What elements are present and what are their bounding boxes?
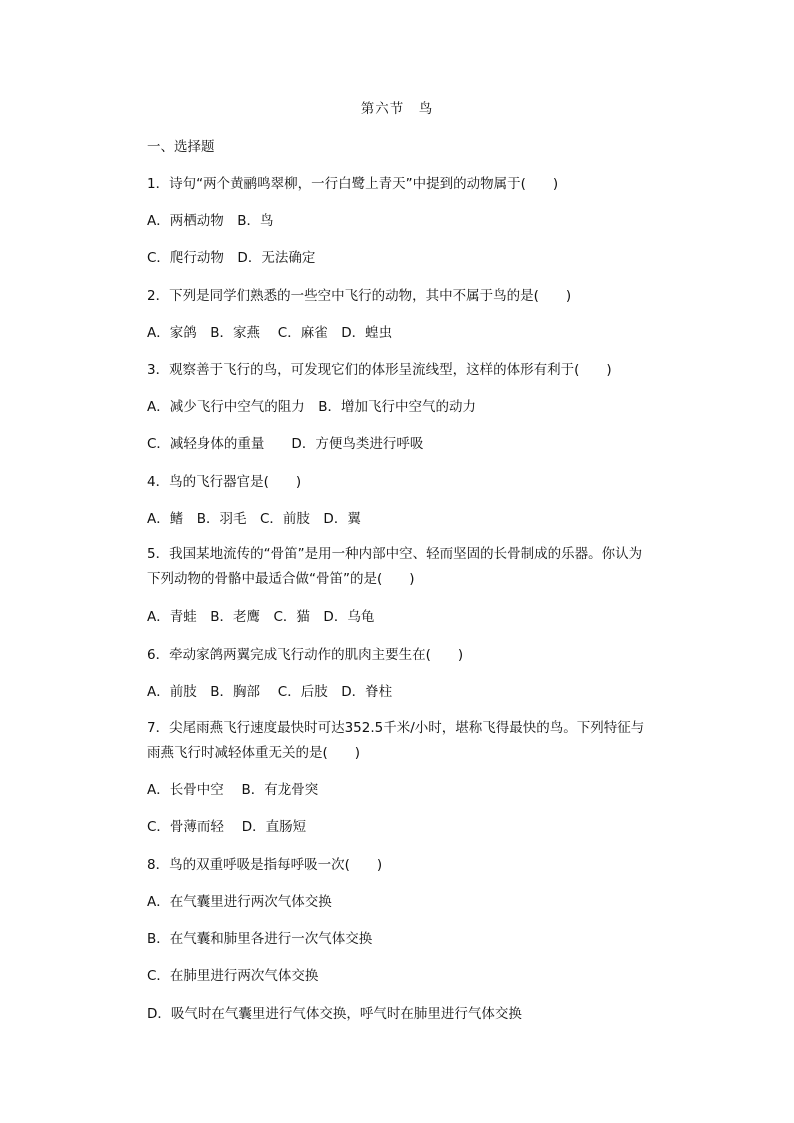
question-3-options-cd: C．减轻身体的重量 D．方便鸟类进行呼吸: [147, 436, 424, 452]
question-2-options: A．家鸽 B．家燕 C．麻雀 D．蝗虫: [147, 325, 393, 341]
question-8-option-b: B．在气囊和肺里各进行一次气体交换: [147, 931, 373, 947]
question-6-options: A．前肢 B．胸部 C．后肢 D．脊柱: [147, 684, 393, 700]
question-8-option-c: C．在肺里进行两次气体交换: [147, 968, 319, 984]
section-heading: 一、选择题: [147, 139, 215, 155]
question-7-options-ab: A．长骨中空 B．有龙骨突: [147, 782, 319, 798]
question-3-options-ab: A．减少飞行中空气的阻力 B．增加飞行中空气的动力: [147, 399, 476, 415]
question-7-options-cd: C．骨薄而轻 D．直肠短: [147, 819, 307, 835]
question-5-options: A．青蛙 B．老鹰 C．猫 D．乌龟: [147, 609, 375, 625]
question-6: 6．牵动家鸽两翼完成飞行动作的肌肉主要生在( ): [147, 647, 464, 663]
question-8-option-d: D．吸气时在气囊里进行气体交换，呼气时在肺里进行气体交换: [147, 1006, 522, 1022]
question-1-options-ab: A．两栖动物 B．鸟: [147, 213, 274, 229]
question-2: 2．下列是同学们熟悉的一些空中飞行的动物，其中不属于鸟的是( ): [147, 288, 572, 304]
question-5: 5．我国某地流传的“骨笛”是用一种内部中空、轻而坚固的长骨制成的乐器。你认为下列动物的骨骼中最适合做“骨笛”的是( ): [147, 546, 643, 587]
question-8: 8．鸟的双重呼吸是指每呼吸一次( ): [147, 857, 383, 873]
question-3: 3．观察善于飞行的鸟，可发现它们的体形呈流线型，这样的体形有利于( ): [147, 362, 612, 378]
question-1-options-cd: C．爬行动物 D．无法确定: [147, 250, 316, 266]
question-8-option-a: A．在气囊里进行两次气体交换: [147, 894, 332, 910]
question-1: 1．诗句“两个黄鹂鸣翠柳，一行白鹭上青天”中提到的动物属于( ): [147, 176, 559, 192]
question-7: 7．尖尾雨燕飞行速度最快时可达352.5千米/小时，堪称飞得最快的鸟。下列特征与雨燕飞行时减轻体重无关的是( ): [147, 720, 645, 761]
question-4-options: A．鳍 B．羽毛 C．前肢 D．翼: [147, 511, 361, 527]
question-4: 4．鸟的飞行器官是( ): [147, 474, 302, 490]
page-title: 第六节 鸟: [360, 101, 434, 117]
